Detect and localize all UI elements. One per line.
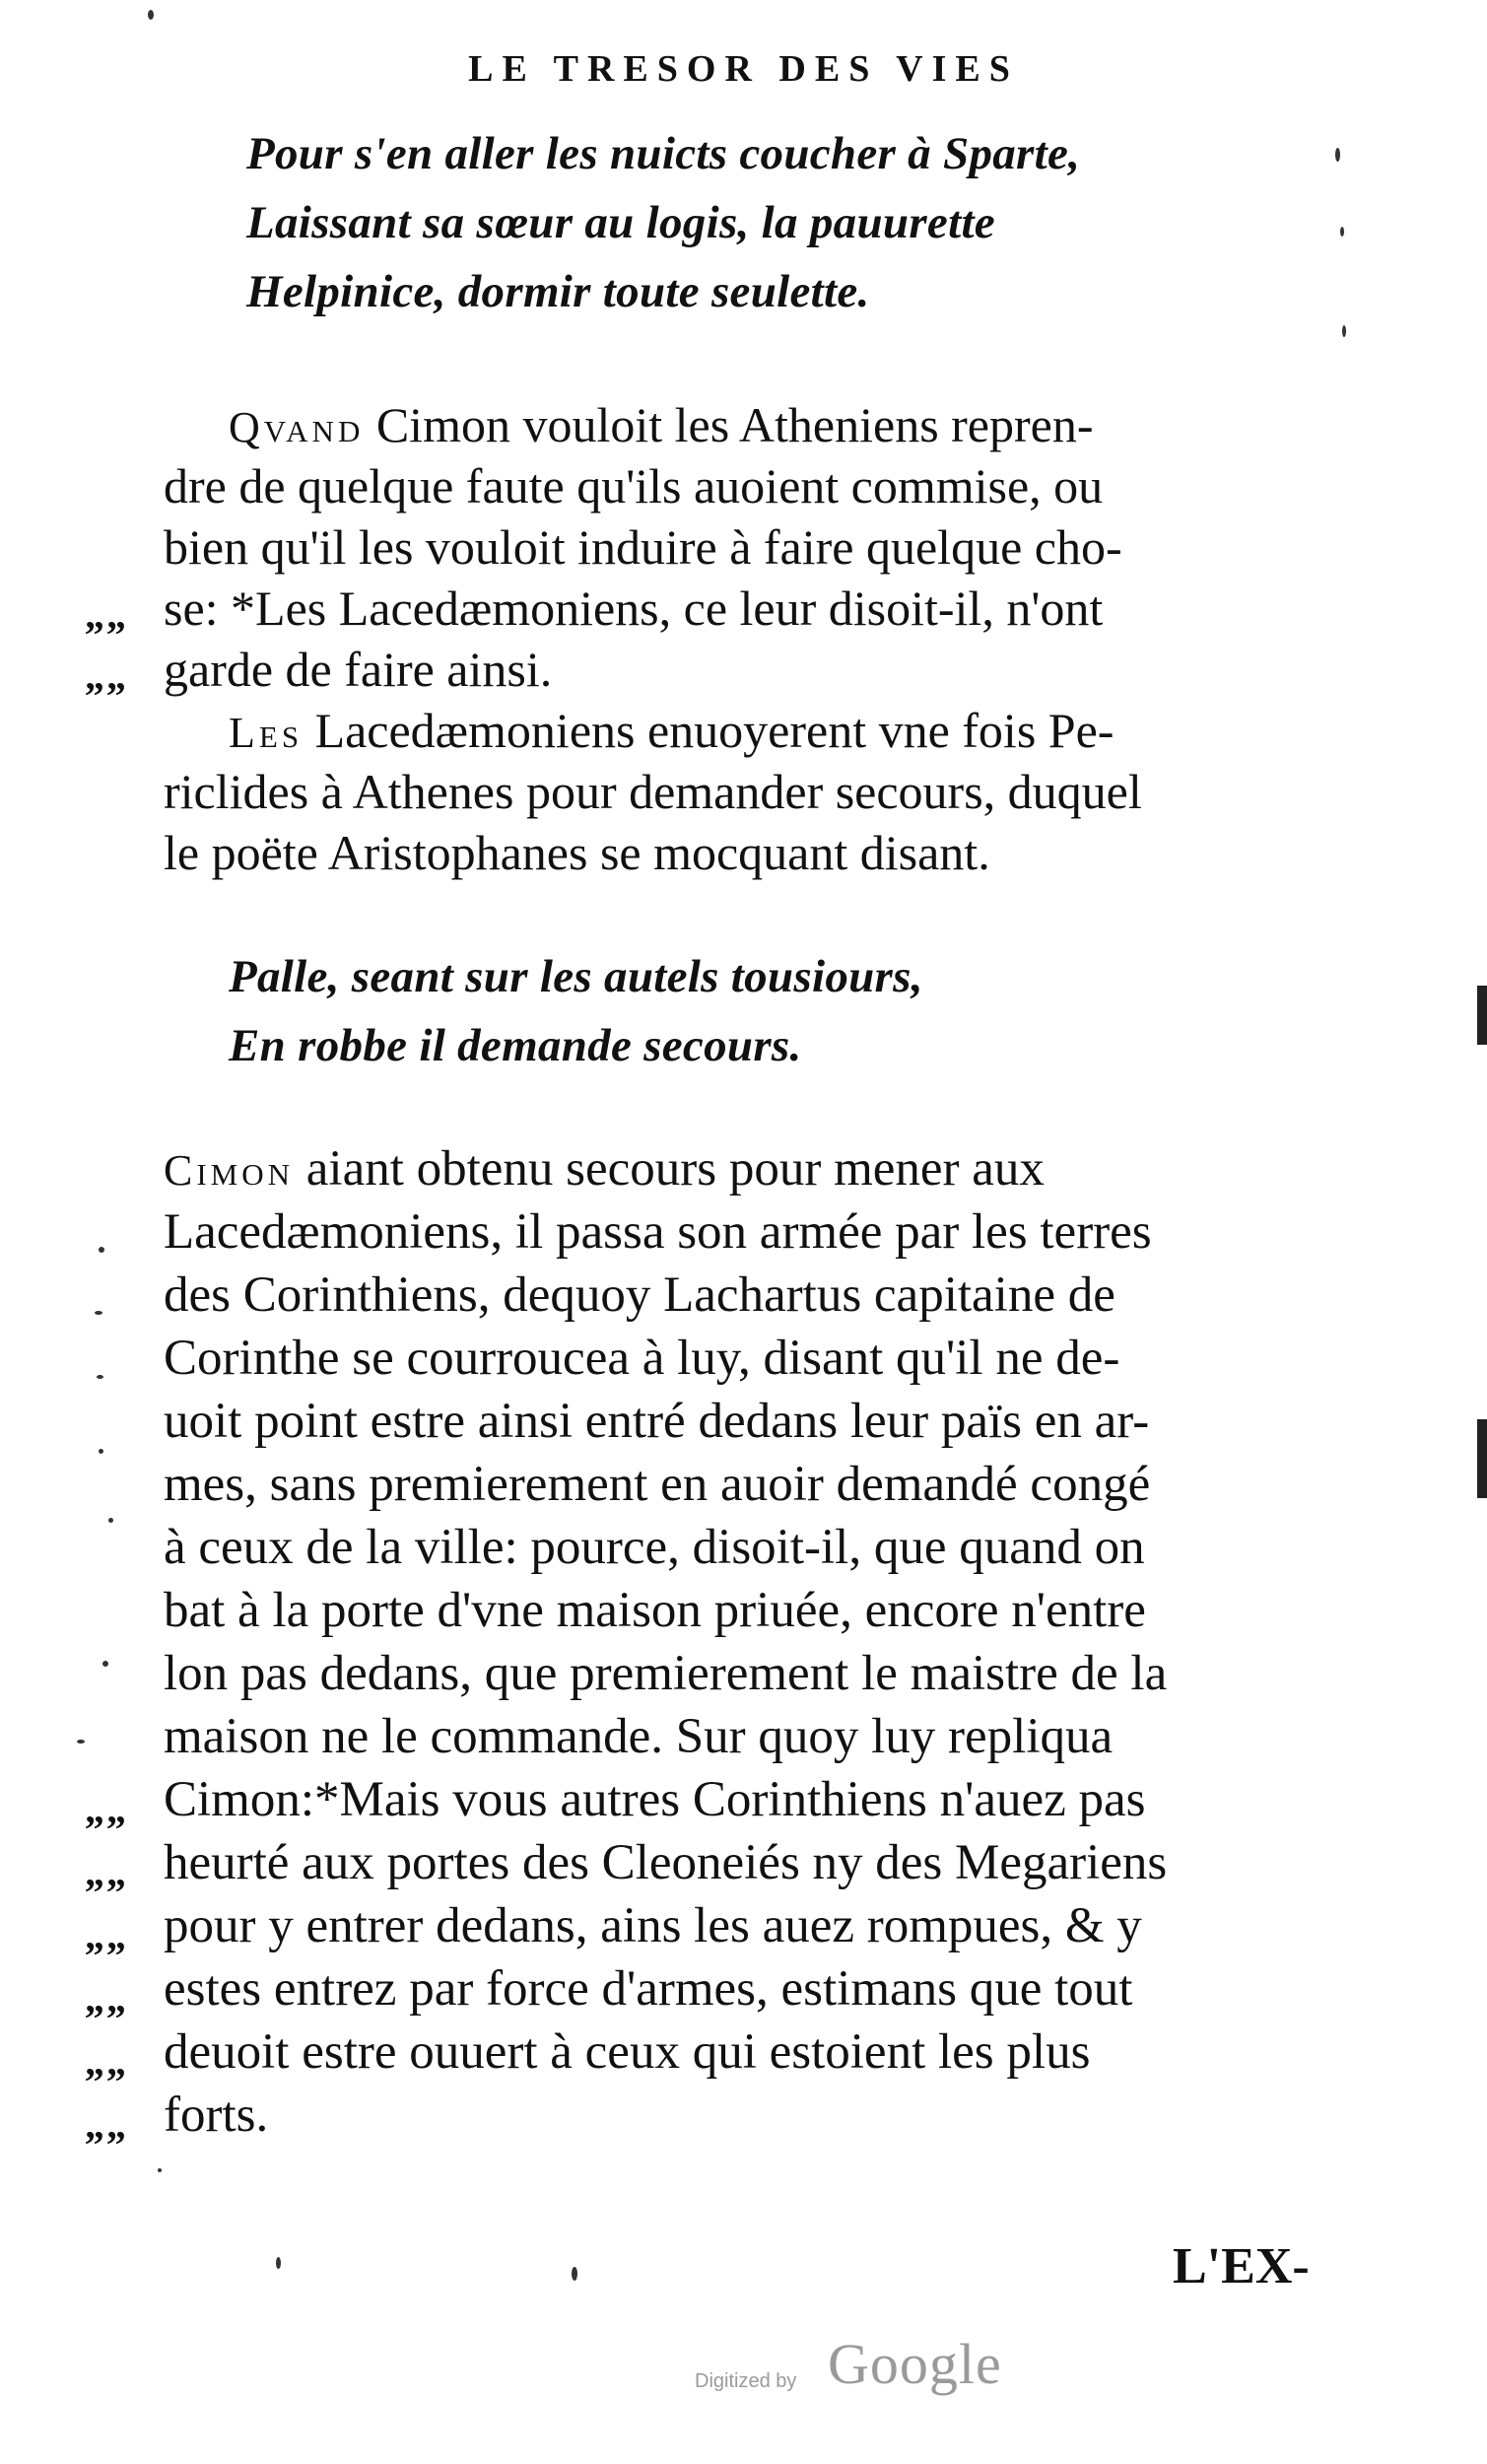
paragraph-line: forts. — [164, 2088, 269, 2143]
page-edge-mark — [1477, 986, 1487, 1045]
catchword: L'EX- — [1173, 2238, 1310, 2294]
quote-mark: „„ — [85, 1850, 128, 1894]
paragraph-line: bien qu'il les vouloit induire à faire quelque cho- — [164, 519, 1122, 575]
paragraph-text: Lacedæmoniens enuoyerent vne fois Pe- — [314, 703, 1115, 758]
scan-speck — [148, 10, 154, 20]
running-title: LE TRESOR DES VIES — [468, 48, 1019, 90]
paragraph-line: riclides à Athenes pour demander secours, duquel — [164, 764, 1142, 819]
scan-speck — [99, 1449, 103, 1454]
quote-mark: „„ — [85, 592, 128, 637]
paragraph-first-line — [229, 705, 1114, 759]
quote-mark: „„ — [85, 653, 128, 698]
paragraph-line: le poëte Aristophanes se mocquant disant. — [164, 825, 990, 880]
paragraph-first-line — [164, 1143, 1045, 1197]
scan-speck — [276, 2257, 281, 2269]
scan-speck — [1335, 148, 1340, 162]
verse-line: En robbe il demande secours. — [229, 1020, 802, 1071]
paragraph-line: Lacedæmoniens, il passa son armée par les terres — [164, 1204, 1152, 1260]
scan-speck — [99, 1247, 104, 1253]
scan-speck — [572, 2267, 577, 2281]
paragraph-line: heurté aux portes des Cleoneiés ny des Megariens — [164, 1835, 1168, 1890]
google-watermark — [695, 2331, 1010, 2400]
page-edge-mark — [1477, 1419, 1487, 1498]
paragraph-line: maison ne le commande. Sur quoy luy repliqua — [164, 1709, 1114, 1764]
paragraph-line: garde de faire ainsi. — [164, 642, 553, 697]
verse-line: Palle, seant sur les autels tousiours, — [229, 951, 923, 1002]
google-logo: Google — [828, 2332, 1002, 2396]
paragraph-first-line — [229, 399, 1094, 453]
scan-speck — [97, 1375, 103, 1379]
scan-speck — [1340, 227, 1344, 237]
quote-mark: „„ — [85, 1976, 128, 2020]
verse-line: Helpinice, dormir toute seulette. — [246, 266, 870, 317]
quote-mark: „„ — [85, 2102, 128, 2147]
quote-mark: „„ — [85, 1913, 128, 1957]
paragraph-line: des Corinthiens, dequoy Lachartus capitaine de — [164, 1267, 1115, 1323]
paragraph-line: dre de quelque faute qu'ils auoient commise, ou — [164, 458, 1104, 513]
watermark-prefix: Digitized by — [695, 2370, 797, 2392]
paragraph-lead: Les — [229, 709, 304, 757]
paragraph-line: bat à la porte d'vne maison priuée, encore n'entre — [164, 1583, 1146, 1638]
paragraph-line: Corinthe se courroucea à luy, disant qu'il ne de- — [164, 1331, 1120, 1386]
paragraph-text: aiant obtenu secours pour mener aux — [305, 1141, 1045, 1197]
paragraph-line: à ceux de la ville: pource, disoit-il, que quand on — [164, 1520, 1145, 1575]
scan-speck — [77, 1740, 85, 1744]
scan-speck — [158, 2168, 162, 2172]
paragraph-line: Cimon:*Mais vous autres Corinthiens n'auez pas — [164, 1772, 1146, 1827]
paragraph-line: pour y entrer dedans, ains les auez rompues, & y — [164, 1898, 1142, 1953]
scan-speck — [108, 1518, 113, 1523]
paragraph-line: lon pas dedans, que premierement le maistre de la — [164, 1646, 1168, 1701]
paragraph-lead: Cimon — [164, 1146, 295, 1195]
paragraph-text: Cimon vouloit les Atheniens repren- — [375, 397, 1094, 452]
paragraph-lead: Qvand — [229, 403, 365, 451]
paragraph-line: estes entrez par force d'armes, estimans que tout — [164, 1961, 1133, 2017]
verse-line: Laissant sa sœur au logis, la pauurette — [246, 197, 995, 248]
scan-speck — [95, 1311, 102, 1315]
scan-speck — [1342, 325, 1346, 337]
verse-line: Pour s'en aller les nuicts coucher à Sparte, — [246, 128, 1081, 179]
scan-speck — [102, 1661, 108, 1667]
paragraph-line: uoit point estre ainsi entré dedans leur païs en ar- — [164, 1394, 1150, 1449]
paragraph-line: mes, sans premierement en auoir demandé congé — [164, 1457, 1151, 1512]
quote-mark: „„ — [85, 1787, 128, 1831]
paragraph-line: se: *Les Lacedæmoniens, ce leur disoit-il, n'ont — [164, 581, 1104, 636]
paragraph-line: deuoit estre ouuert à ceux qui estoient les plus — [164, 2024, 1091, 2080]
quote-mark: „„ — [85, 2039, 128, 2084]
